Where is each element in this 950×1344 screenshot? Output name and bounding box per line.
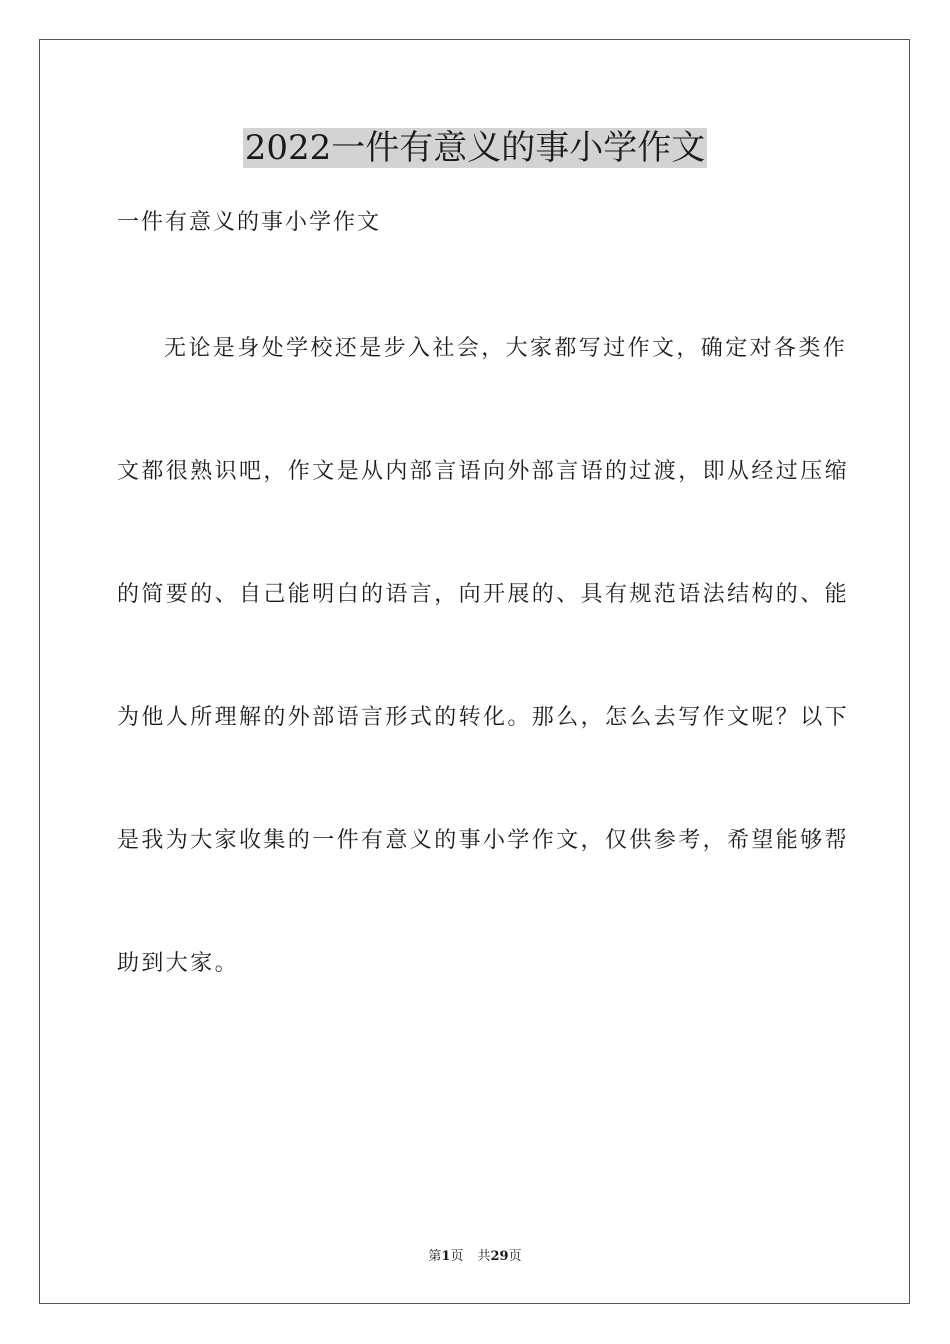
body-line: 文都很熟识吧，作文是从内部言语向外部言语的过渡，即从经过压缩: [117, 459, 850, 484]
total-prefix: 共: [477, 1249, 491, 1264]
document-title-text: 2022一件有意义的事小学作文: [244, 128, 706, 168]
page-suffix: 页: [450, 1249, 464, 1264]
page-footer: [0, 1248, 950, 1266]
body-line: 的简要的、自己能明白的语言，向开展的、具有规范语法结构的、能: [117, 582, 850, 607]
page-prefix: 第: [428, 1249, 442, 1264]
total-suffix: 页: [508, 1249, 522, 1264]
total-pages: 29: [490, 1249, 509, 1264]
body-line: 无论是身处学校还是步入社会，大家都写过作文，确定对各类作: [164, 336, 848, 361]
body-paragraph: [117, 333, 850, 1071]
body-line: 为他人所理解的外部语言形式的转化。那么，怎么去写作文呢？以下: [117, 705, 850, 730]
document-title: [0, 126, 950, 170]
document-subtitle: 一件有意义的事小学作文: [117, 210, 382, 235]
body-line: 助到大家。: [117, 951, 240, 976]
page-number: 1: [441, 1249, 451, 1264]
body-line: 是我为大家收集的一件有意义的事小学作文，仅供参考，希望能够帮: [117, 828, 850, 853]
